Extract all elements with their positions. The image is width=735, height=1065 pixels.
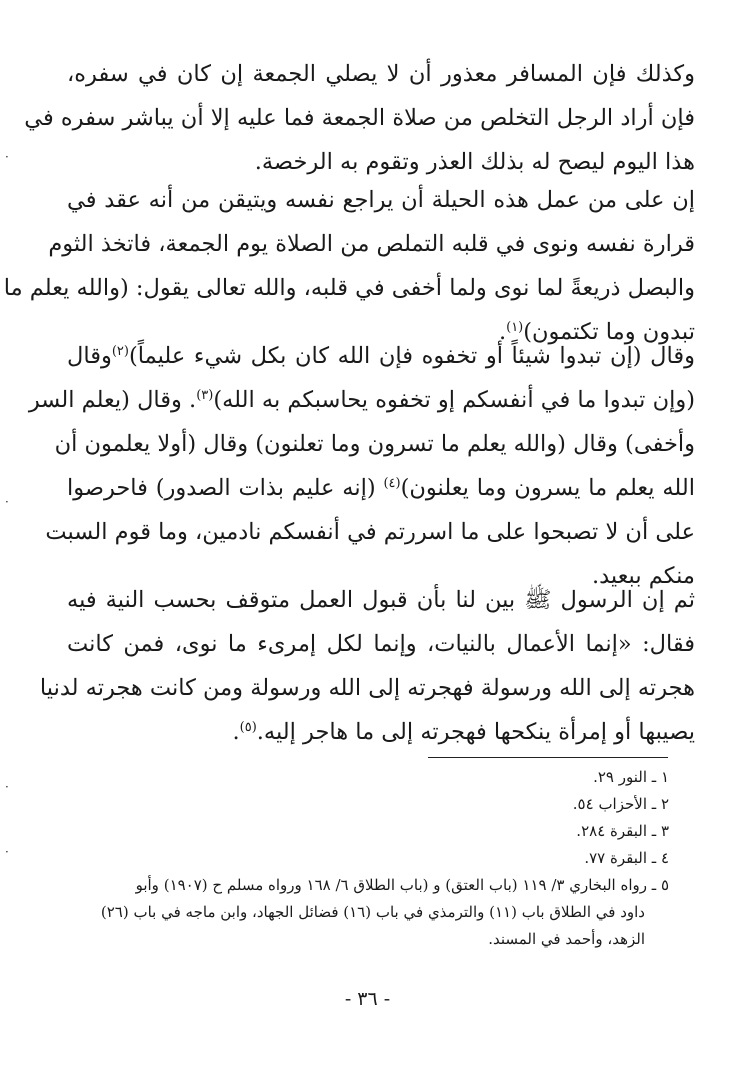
paragraph-line	[67, 334, 695, 378]
footnote-5-continuation: داود في الطلاق باب (١١) والترمذي في باب (١٦) فضائل الجهاد، وابن ماجه في باب (٢٦)	[100, 903, 645, 921]
footnotes	[83, 764, 669, 953]
scan-speck: ·	[5, 845, 9, 859]
paragraph-line: فإن أراد الرجل التخلص من صلاة الجمعة فما عليه إلا أن يباشر سفره في	[24, 105, 695, 131]
paragraph-line: وكذلك فإن المسافر معذور أن لا يصلي الجمعة إن كان في سفره،	[67, 61, 695, 87]
paragraph-line	[67, 466, 695, 510]
line-text: يصيبها أو إمرأة ينكحها فهجرته إلى ما هاجر إليه.	[256, 719, 695, 745]
footnote-3: ٣ ـ البقرة ٢٨٤.	[576, 822, 669, 840]
line-text: تبدون وما تكتمون)	[523, 319, 695, 345]
footnote-5-continuation: الزهد، وأحمد في المسند.	[488, 930, 645, 948]
footnote-ref: (١)	[506, 320, 524, 335]
paragraph-line: فقال: «إنما الأعمال بالنيات، وإنما لكل إمرىء ما نوى، فمن كانت	[67, 631, 695, 657]
page-number: - ٣٦ -	[344, 988, 391, 1010]
line-tail: وقال	[67, 343, 112, 369]
paragraph-1	[24, 52, 695, 184]
paragraph-3	[28, 334, 695, 598]
paragraph-line: هذا اليوم ليصح له بذلك العذر وتقوم به الرخصة.	[254, 149, 695, 175]
scan-speck: ·	[5, 495, 9, 509]
paragraph-line	[28, 378, 695, 422]
paragraph-line: والبصل ذريعةً لما نوى ولما أخفى في قلبه، والله تعالى يقول: (والله يعلم ما	[3, 275, 695, 301]
paragraph-2	[3, 178, 695, 354]
paragraph-line	[67, 710, 695, 754]
period: .	[498, 319, 507, 345]
footnote-4: ٤ ـ البقرة ٧٧.	[584, 849, 669, 867]
footnote-ref: (٣)	[196, 388, 214, 403]
footnote-2: ٢ ـ الأحزاب ٥٤.	[572, 795, 669, 813]
paragraph-line: هجرته إلى الله ورسولة فهجرته إلى الله ورسولة ومن كانت هجرته لدنيا	[39, 675, 695, 701]
line-text: وقال (إن تبدوا شيئاً أو تخفوه فإن الله كان بكل شيء عليماً)	[128, 343, 695, 369]
line-text: الله يعلم ما يسرون وما يعلنون)	[400, 475, 695, 501]
footnote-ref: (٢)	[111, 344, 129, 359]
paragraph-line: إن على من عمل هذه الحيلة أن يراجع نفسه ويتيقن من أنه عقد في	[67, 187, 695, 213]
paragraph-line: وأخفى) وقال (والله يعلم ما تسرون وما تعلنون) وقال (أولا يعلمون أن	[54, 431, 695, 457]
paragraph-line: ثم إن الرسول ﷺ بين لنا بأن قبول العمل متوقف بحسب النية فيه	[67, 587, 695, 613]
line-tail: . وقال (يعلم السر	[28, 387, 197, 413]
paragraph-line: على أن لا تصبحوا على ما اسررتم في أنفسكم نادمين، وما قوم السبت	[45, 519, 695, 545]
scan-speck: ·	[5, 780, 9, 794]
scan-speck: ·	[5, 150, 9, 164]
footnote-separator	[428, 757, 668, 758]
footnote-ref: (٤)	[383, 476, 401, 491]
line-text: (وإن تبدوا ما في أنفسكم إو تخفوه يحاسبكم به الله)	[213, 387, 695, 413]
line-tail: (إنه عليم بذات الصدور) فاحرصوا	[67, 475, 384, 501]
footnote-ref: (٥)	[239, 720, 257, 735]
footnote-1: ١ ـ النور ٢٩.	[593, 768, 669, 786]
paragraph-line: قرارة نفسه ونوى في قلبه التملص من الصلاة يوم الجمعة، فاتخذ الثوم	[48, 231, 695, 257]
paragraph-line: منكم ببعيد.	[591, 563, 695, 589]
period: .	[232, 719, 240, 745]
footnote-5: ٥ ـ رواه البخاري ٣/ ١١٩ (باب العتق) و (باب الطلاق ٦/ ١٦٨ ورواه مسلم ح (١٩٠٧) وأبو	[135, 876, 669, 894]
paragraph-4	[39, 578, 695, 754]
